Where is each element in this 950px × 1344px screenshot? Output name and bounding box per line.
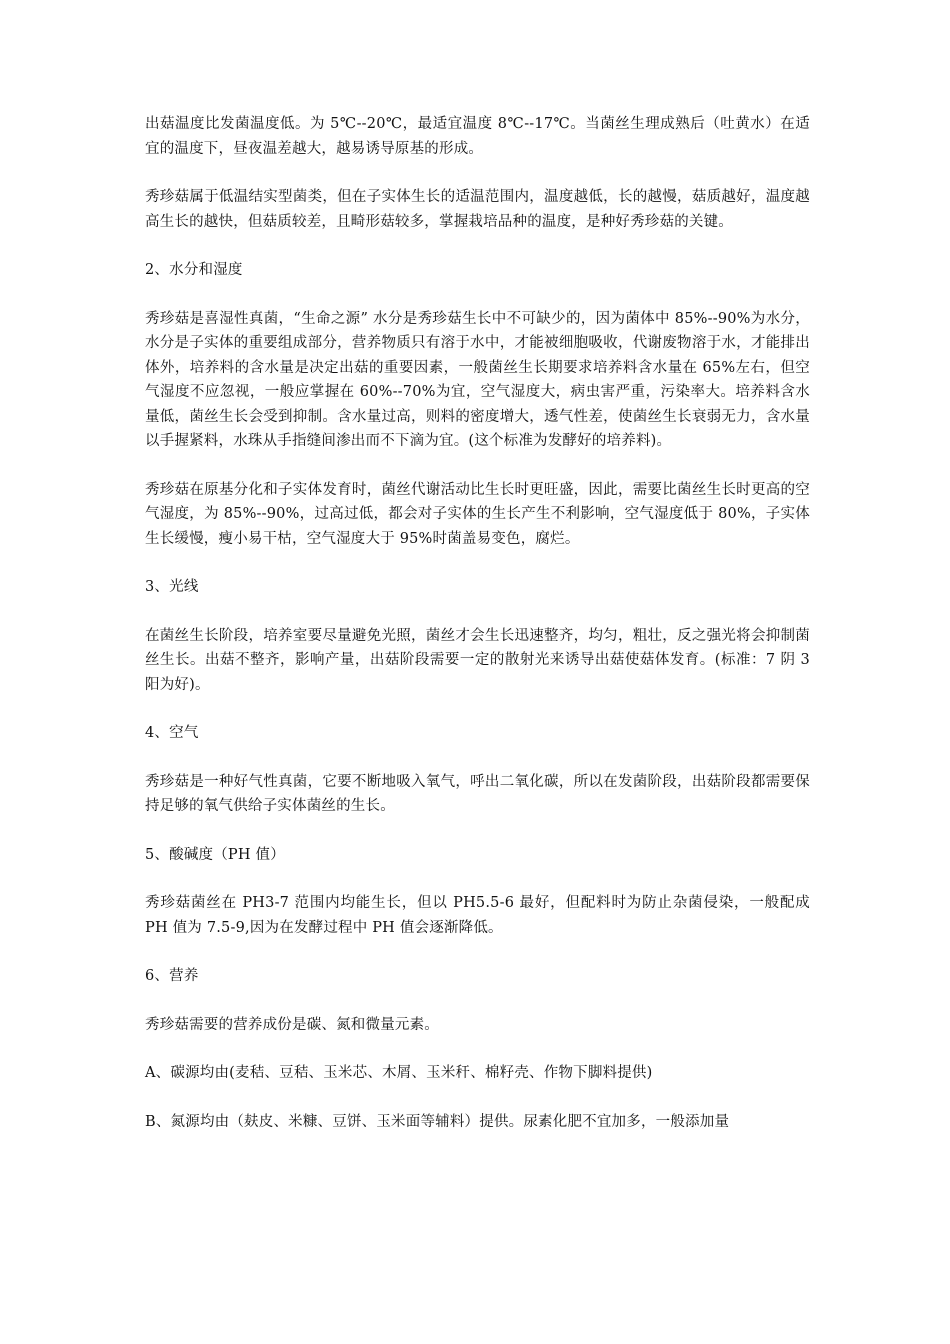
paragraph-light: 在菌丝生长阶段，培养室要尽量避免光照，菌丝才会生长迅速整齐，均匀，粗壮，反之强光将会抑制菌丝生长。出菇不整齐，影响产量，出菇阶段需要一定的散射光来诱导出菇使菇体发育。(标准：7 阴 3 阳为好)。 — [145, 627, 810, 693]
heading-water-humidity: 2、水分和湿度 — [145, 262, 243, 278]
heading-nutrition: 6、营养 — [145, 968, 199, 984]
document-page — [145, 112, 810, 1134]
heading-ph: 5、酸碱度（PH 值） — [145, 846, 285, 863]
paragraph-nutrition: 秀珍菇需要的营养成份是碳、氮和微量元素。 — [145, 1016, 439, 1033]
paragraph-air: 秀珍菇是一种好气性真菌，它要不断地吸入氧气，呼出二氧化碳，所以在发菌阶段，出菇阶段都需要保持足够的氧气供给子实体菌丝的生长。 — [145, 773, 810, 814]
paragraph-air-humidity: 秀珍菇在原基分化和子实体发育时，菌丝代谢活动比生长时更旺盛，因此，需要比菌丝生长时更高的空气湿度，为 85%--90%，过高过低，都会对子实体的生长产生不利影响，空气湿度低于 80%，子实体生长缓慢，瘦小易干枯，空气湿度大于 95%时菌盖易变色，腐烂。 — [145, 481, 810, 547]
heading-air: 4、空气 — [145, 725, 199, 741]
heading-light: 3、光线 — [145, 579, 199, 595]
paragraph-fruiting-temperature: 出菇温度比发菌温度低。为 5℃--20℃，最适宜温度 8℃--17℃。当菌丝生理成熟后（吐黄水）在适宜的温度下，昼夜温差越大，越易诱导原基的形成。 — [145, 116, 810, 157]
paragraph-ph: 秀珍菇菌丝在 PH3-7 范围内均能生长，但以 PH5.5-6 最好，但配料时为防止杂菌侵染，一般配成 PH 值为 7.5-9,因为在发酵过程中 PH 值会逐渐降低。 — [145, 895, 810, 936]
paragraph-carbon-source: A、碳源均由(麦秸、豆秸、玉米芯、木屑、玉米秆、棉籽壳、作物下脚料提供) — [145, 1065, 653, 1081]
paragraph-water-content: 秀珍菇是喜湿性真菌，“生命之源” 水分是秀珍菇生长中不可缺少的，因为菌体中 85%--90%为水分，水分是子实体的重要组成部分，营养物质只有溶于水中，才能被细胞吸收，代谢废物溶于水，才能排出体外，培养料的含水量是决定出菇的重要因素，一般菌丝生长期要求培养料含水量在 65%左右，但空气湿度不应忽视，一般应掌握在 60%--70%为宜，空气湿度大，病虫害严重，污染率大。培养料含水量低，菌丝生长会受到抑制。含水量过高，则料的密度增大，透气性差，使菌丝生长衰弱无力，含水量以手握紧料，水珠从手指缝间渗出而不下滴为宜。(这个标准为发酵好的培养料)。 — [145, 310, 810, 449]
paragraph-low-temp-type: 秀珍菇属于低温结实型菌类，但在子实体生长的适温范围内，温度越低，长的越慢，菇质越好，温度越高生长的越快，但菇质较差，且畸形菇较多，掌握栽培品种的温度，是种好秀珍菇的关键。 — [145, 189, 810, 230]
paragraph-nitrogen-source: B、氮源均由（麸皮、米糠、豆饼、玉米面等辅料）提供。尿素化肥不宜加多，一般添加量 — [145, 1113, 730, 1130]
